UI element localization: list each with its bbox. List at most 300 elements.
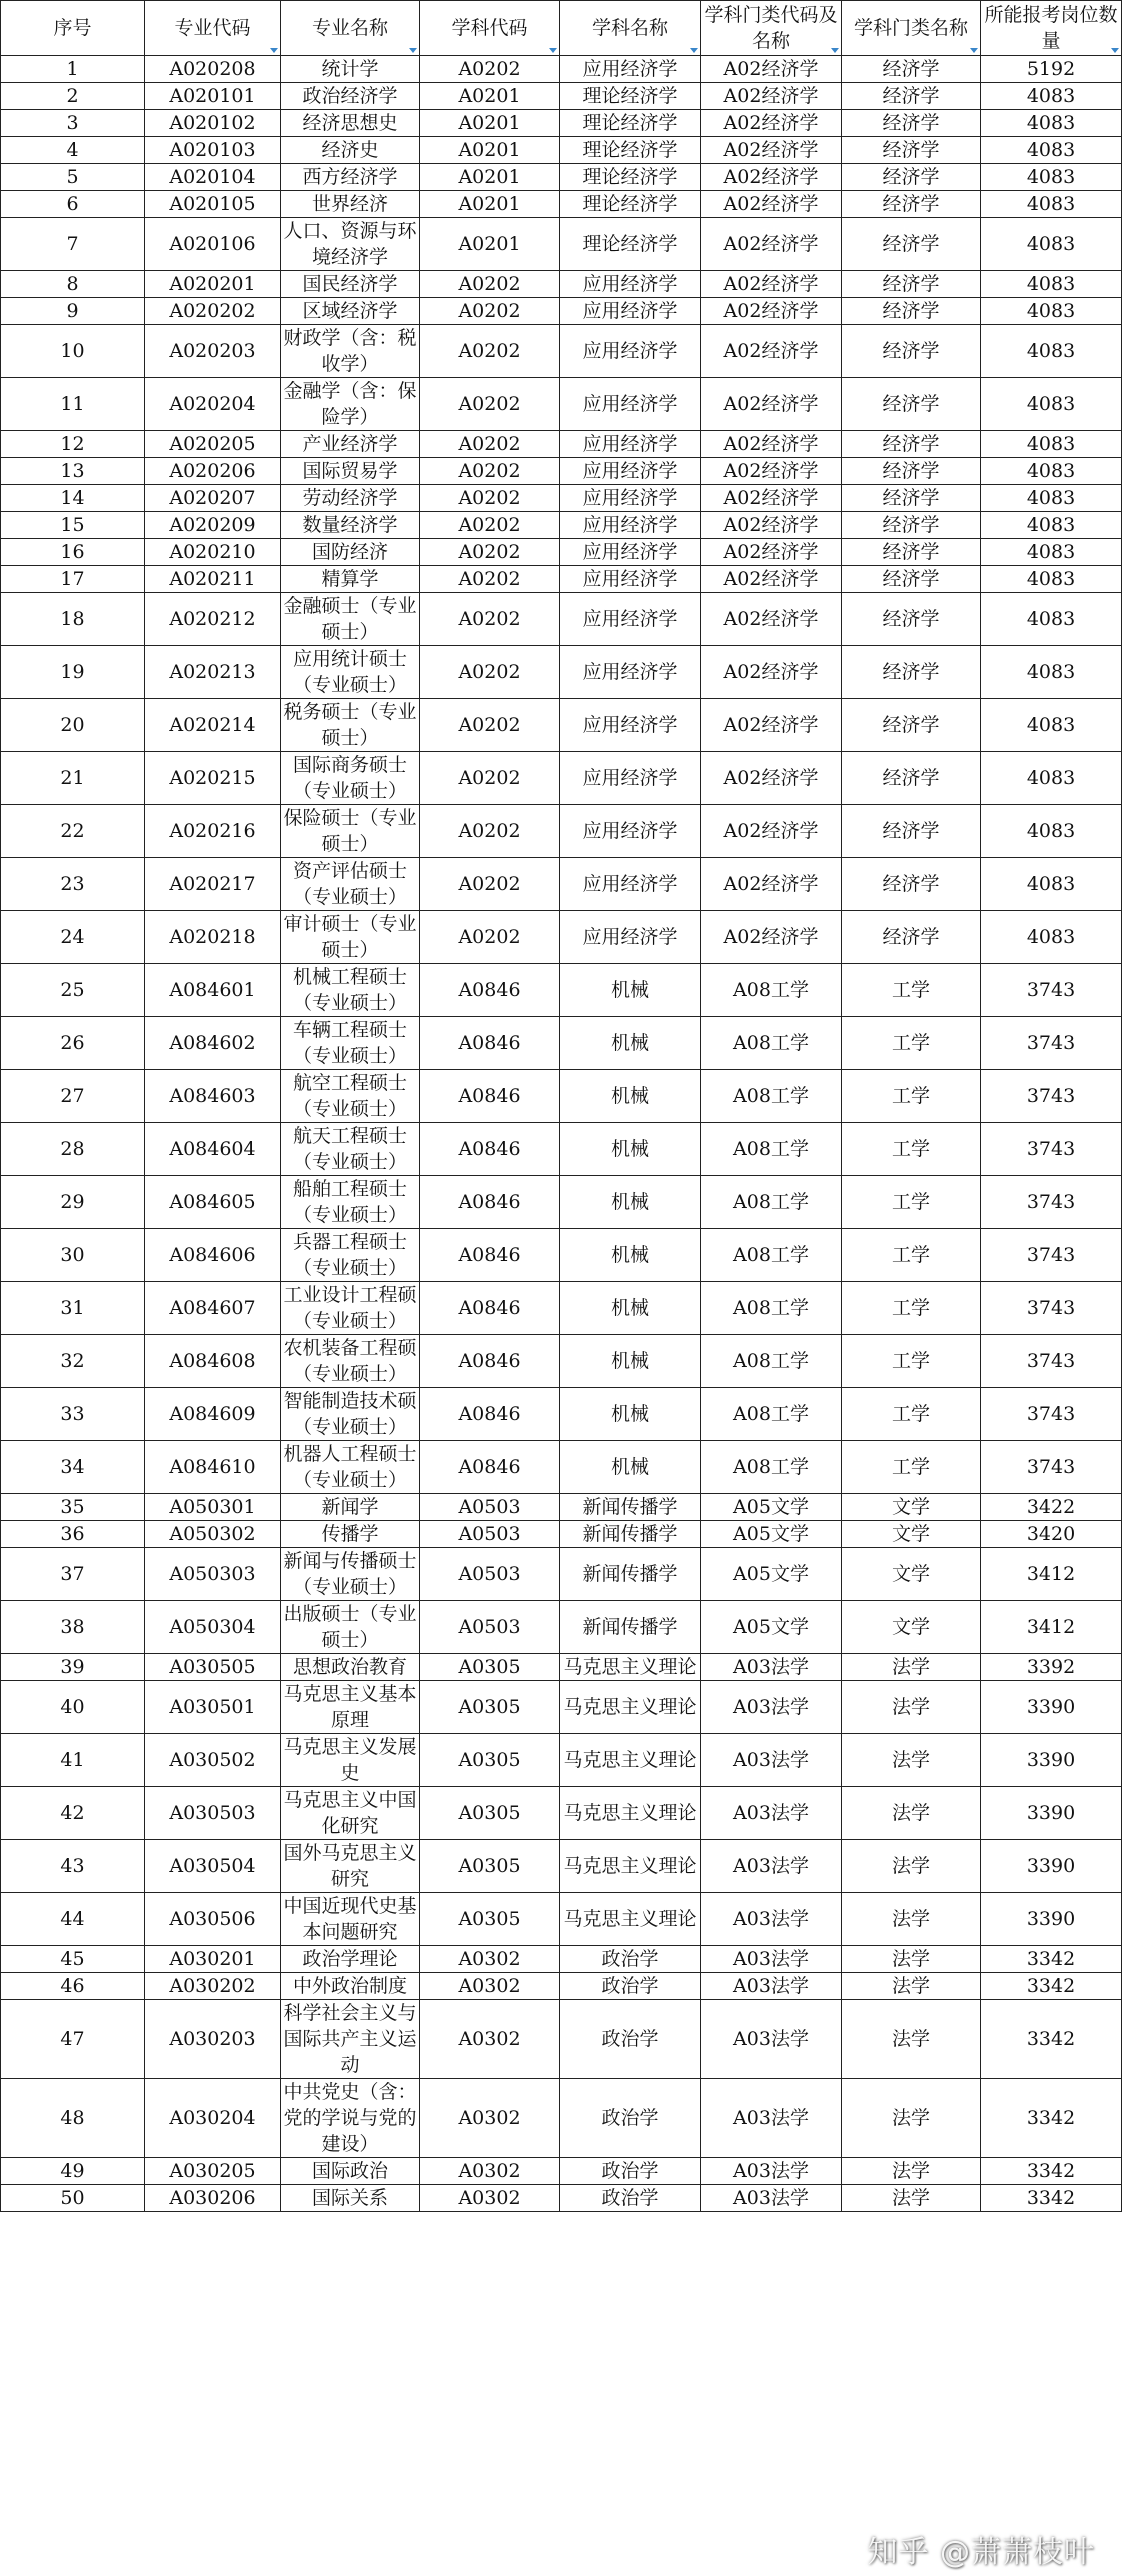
- major-code-cell: A020104: [145, 164, 281, 191]
- table-row: [1, 1840, 1122, 1893]
- position-count-cell: 3743: [981, 1335, 1122, 1388]
- column-header: [842, 1, 981, 56]
- major-name-cell: 税务硕士（专业硕士）: [281, 699, 420, 752]
- column-header-label: 专业代码: [174, 17, 251, 39]
- discipline-name-cell: 理论经济学: [560, 218, 701, 271]
- row-number-cell: 37: [1, 1548, 145, 1601]
- position-count-cell: 3390: [981, 1893, 1122, 1946]
- row-number-cell: 3: [1, 110, 145, 137]
- position-count-cell: 4083: [981, 83, 1122, 110]
- filter-dropdown-icon[interactable]: [409, 48, 417, 53]
- row-number-cell: 30: [1, 1229, 145, 1282]
- column-header: [1, 1, 145, 56]
- discipline-name-cell: 机械: [560, 1017, 701, 1070]
- position-count-cell: 4083: [981, 458, 1122, 485]
- discipline-name-cell: 政治学: [560, 1973, 701, 2000]
- category-code-name-cell: A05文学: [701, 1548, 842, 1601]
- table-row: [1, 1282, 1122, 1335]
- row-number-cell: 34: [1, 1441, 145, 1494]
- position-count-cell: 4083: [981, 110, 1122, 137]
- column-header: [701, 1, 842, 56]
- discipline-name-cell: 理论经济学: [560, 83, 701, 110]
- major-code-cell: A020205: [145, 431, 281, 458]
- category-code-name-cell: A02经济学: [701, 699, 842, 752]
- column-header: [145, 1, 281, 56]
- category-name-cell: 法学: [842, 1787, 981, 1840]
- discipline-name-cell: 应用经济学: [560, 805, 701, 858]
- row-number-cell: 15: [1, 512, 145, 539]
- major-name-cell: 应用统计硕士（专业硕士）: [281, 646, 420, 699]
- table-row: [1, 218, 1122, 271]
- column-header-label: 学科门类代码及名称: [704, 4, 838, 52]
- major-name-cell: 兵器工程硕士（专业硕士）: [281, 1229, 420, 1282]
- discipline-code-cell: A0846: [420, 1335, 560, 1388]
- major-name-cell: 机器人工程硕士（专业硕士）: [281, 1441, 420, 1494]
- discipline-code-cell: A0305: [420, 1654, 560, 1681]
- table-row: [1, 566, 1122, 593]
- category-code-name-cell: A03法学: [701, 2185, 842, 2212]
- discipline-code-cell: A0846: [420, 1441, 560, 1494]
- category-name-cell: 法学: [842, 1734, 981, 1787]
- discipline-code-cell: A0302: [420, 1973, 560, 2000]
- major-name-cell: 思想政治教育: [281, 1654, 420, 1681]
- major-code-cell: A020201: [145, 271, 281, 298]
- major-code-cell: A050304: [145, 1601, 281, 1654]
- discipline-name-cell: 应用经济学: [560, 858, 701, 911]
- major-name-cell: 政治学理论: [281, 1946, 420, 1973]
- row-number-cell: 7: [1, 218, 145, 271]
- major-code-cell: A020203: [145, 325, 281, 378]
- major-name-cell: 中国近现代史基本问题研究: [281, 1893, 420, 1946]
- position-count-cell: 3420: [981, 1521, 1122, 1548]
- category-name-cell: 经济学: [842, 539, 981, 566]
- category-code-name-cell: A08工学: [701, 1388, 842, 1441]
- row-number-cell: 1: [1, 56, 145, 83]
- position-count-cell: 4083: [981, 164, 1122, 191]
- major-code-cell: A030504: [145, 1840, 281, 1893]
- row-number-cell: 9: [1, 298, 145, 325]
- discipline-code-cell: A0202: [420, 512, 560, 539]
- major-name-cell: 科学社会主义与国际共产主义运动: [281, 2000, 420, 2079]
- major-code-cell: A030204: [145, 2079, 281, 2158]
- major-name-cell: 国际关系: [281, 2185, 420, 2212]
- major-name-cell: 金融硕士（专业硕士）: [281, 593, 420, 646]
- category-name-cell: 经济学: [842, 646, 981, 699]
- category-name-cell: 经济学: [842, 137, 981, 164]
- table-row: [1, 56, 1122, 83]
- major-name-cell: 国际贸易学: [281, 458, 420, 485]
- table-row: [1, 752, 1122, 805]
- table-row: [1, 378, 1122, 431]
- column-header-label: 学科代码: [451, 17, 528, 39]
- major-name-cell: 农机装备工程硕（专业硕士）: [281, 1335, 420, 1388]
- discipline-name-cell: 机械: [560, 1123, 701, 1176]
- discipline-name-cell: 马克思主义理论: [560, 1893, 701, 1946]
- table-row: [1, 1946, 1122, 1973]
- category-name-cell: 经济学: [842, 271, 981, 298]
- table-row: [1, 137, 1122, 164]
- row-number-cell: 5: [1, 164, 145, 191]
- position-count-cell: 3743: [981, 1017, 1122, 1070]
- category-code-name-cell: A02经济学: [701, 566, 842, 593]
- major-name-cell: 财政学（含：税收学）: [281, 325, 420, 378]
- table-row: [1, 1335, 1122, 1388]
- column-header: [981, 1, 1122, 56]
- discipline-code-cell: A0201: [420, 137, 560, 164]
- discipline-name-cell: 马克思主义理论: [560, 1654, 701, 1681]
- category-code-name-cell: A02经济学: [701, 271, 842, 298]
- discipline-name-cell: 应用经济学: [560, 566, 701, 593]
- category-name-cell: 经济学: [842, 325, 981, 378]
- major-code-cell: A020209: [145, 512, 281, 539]
- table-body: [1, 56, 1122, 2212]
- category-name-cell: 文学: [842, 1548, 981, 1601]
- discipline-code-cell: A0305: [420, 1787, 560, 1840]
- category-name-cell: 工学: [842, 1441, 981, 1494]
- table-row: [1, 1601, 1122, 1654]
- position-count-cell: 4083: [981, 752, 1122, 805]
- discipline-code-cell: A0846: [420, 1229, 560, 1282]
- category-code-name-cell: A02经济学: [701, 298, 842, 325]
- position-count-cell: 3743: [981, 1282, 1122, 1335]
- discipline-name-cell: 应用经济学: [560, 911, 701, 964]
- row-number-cell: 12: [1, 431, 145, 458]
- major-code-cell: A020202: [145, 298, 281, 325]
- watermark: 知乎 @萧萧枝叶: [867, 2535, 1095, 2570]
- category-code-name-cell: A03法学: [701, 1840, 842, 1893]
- position-count-cell: 4083: [981, 566, 1122, 593]
- major-name-cell: 车辆工程硕士（专业硕士）: [281, 1017, 420, 1070]
- category-name-cell: 经济学: [842, 110, 981, 137]
- table-row: [1, 593, 1122, 646]
- position-count-cell: 4083: [981, 593, 1122, 646]
- position-count-cell: 3743: [981, 1070, 1122, 1123]
- discipline-code-cell: A0201: [420, 218, 560, 271]
- row-number-cell: 48: [1, 2079, 145, 2158]
- major-name-cell: 中共党史（含：党的学说与党的建设）: [281, 2079, 420, 2158]
- category-code-name-cell: A08工学: [701, 1441, 842, 1494]
- discipline-name-cell: 应用经济学: [560, 298, 701, 325]
- major-code-cell: A050301: [145, 1494, 281, 1521]
- category-code-name-cell: A02经济学: [701, 858, 842, 911]
- position-count-cell: 4083: [981, 512, 1122, 539]
- discipline-code-cell: A0305: [420, 1734, 560, 1787]
- discipline-name-cell: 政治学: [560, 2158, 701, 2185]
- position-count-cell: 3342: [981, 1946, 1122, 1973]
- major-name-cell: 工业设计工程硕（专业硕士）: [281, 1282, 420, 1335]
- major-name-cell: 国民经济学: [281, 271, 420, 298]
- discipline-name-cell: 应用经济学: [560, 539, 701, 566]
- discipline-code-cell: A0302: [420, 2000, 560, 2079]
- row-number-cell: 29: [1, 1176, 145, 1229]
- discipline-code-cell: A0202: [420, 911, 560, 964]
- filter-dropdown-icon[interactable]: [831, 48, 839, 53]
- position-count-cell: 3342: [981, 2079, 1122, 2158]
- category-code-name-cell: A05文学: [701, 1521, 842, 1548]
- filter-dropdown-icon[interactable]: [970, 48, 978, 53]
- discipline-code-cell: A0302: [420, 1946, 560, 1973]
- position-count-cell: 3412: [981, 1601, 1122, 1654]
- category-code-name-cell: A03法学: [701, 1681, 842, 1734]
- category-code-name-cell: A03法学: [701, 1654, 842, 1681]
- discipline-name-cell: 马克思主义理论: [560, 1734, 701, 1787]
- row-number-cell: 39: [1, 1654, 145, 1681]
- category-code-name-cell: A02经济学: [701, 325, 842, 378]
- position-count-cell: 4083: [981, 485, 1122, 512]
- category-name-cell: 工学: [842, 1229, 981, 1282]
- category-code-name-cell: A02经济学: [701, 218, 842, 271]
- discipline-code-cell: A0202: [420, 56, 560, 83]
- discipline-name-cell: 应用经济学: [560, 271, 701, 298]
- position-count-cell: 3422: [981, 1494, 1122, 1521]
- category-code-name-cell: A03法学: [701, 1734, 842, 1787]
- category-code-name-cell: A02经济学: [701, 137, 842, 164]
- table-row: [1, 1070, 1122, 1123]
- discipline-name-cell: 应用经济学: [560, 646, 701, 699]
- major-code-cell: A084606: [145, 1229, 281, 1282]
- discipline-code-cell: A0202: [420, 593, 560, 646]
- row-number-cell: 8: [1, 271, 145, 298]
- position-count-cell: 3743: [981, 1388, 1122, 1441]
- category-code-name-cell: A03法学: [701, 1787, 842, 1840]
- position-count-cell: 3743: [981, 1229, 1122, 1282]
- major-code-cell: A030206: [145, 2185, 281, 2212]
- discipline-name-cell: 政治学: [560, 2185, 701, 2212]
- category-code-name-cell: A03法学: [701, 1893, 842, 1946]
- major-code-cell: A084602: [145, 1017, 281, 1070]
- category-name-cell: 法学: [842, 2079, 981, 2158]
- position-count-cell: 3342: [981, 2158, 1122, 2185]
- table-row: [1, 458, 1122, 485]
- header-row: [1, 1, 1122, 56]
- position-count-cell: 4083: [981, 539, 1122, 566]
- table-row: [1, 964, 1122, 1017]
- major-code-cell: A020103: [145, 137, 281, 164]
- position-count-cell: 3392: [981, 1654, 1122, 1681]
- column-header-label: 所能报考岗位数量: [984, 4, 1118, 52]
- major-name-cell: 区域经济学: [281, 298, 420, 325]
- position-count-cell: 4083: [981, 325, 1122, 378]
- major-code-cell: A020206: [145, 458, 281, 485]
- major-name-cell: 统计学: [281, 56, 420, 83]
- discipline-code-cell: A0201: [420, 164, 560, 191]
- position-count-cell: 3412: [981, 1548, 1122, 1601]
- category-code-name-cell: A02经济学: [701, 164, 842, 191]
- position-count-cell: 3342: [981, 1973, 1122, 2000]
- category-name-cell: 经济学: [842, 164, 981, 191]
- discipline-name-cell: 新闻传播学: [560, 1601, 701, 1654]
- major-code-cell: A050303: [145, 1548, 281, 1601]
- category-name-cell: 工学: [842, 1282, 981, 1335]
- major-name-cell: 船舶工程硕士（专业硕士）: [281, 1176, 420, 1229]
- category-code-name-cell: A08工学: [701, 1282, 842, 1335]
- category-code-name-cell: A08工学: [701, 964, 842, 1017]
- category-code-name-cell: A02经济学: [701, 646, 842, 699]
- category-name-cell: 经济学: [842, 699, 981, 752]
- major-code-cell: A020208: [145, 56, 281, 83]
- position-count-cell: 3390: [981, 1840, 1122, 1893]
- category-name-cell: 工学: [842, 1176, 981, 1229]
- discipline-code-cell: A0202: [420, 271, 560, 298]
- major-code-cell: A020216: [145, 805, 281, 858]
- column-header-label: 专业名称: [311, 17, 388, 39]
- category-name-cell: 文学: [842, 1521, 981, 1548]
- row-number-cell: 26: [1, 1017, 145, 1070]
- major-code-cell: A050302: [145, 1521, 281, 1548]
- category-name-cell: 工学: [842, 1123, 981, 1176]
- row-number-cell: 35: [1, 1494, 145, 1521]
- table-row: [1, 1734, 1122, 1787]
- category-name-cell: 工学: [842, 1335, 981, 1388]
- filter-dropdown-icon[interactable]: [270, 48, 278, 53]
- major-name-cell: 国防经济: [281, 539, 420, 566]
- discipline-code-cell: A0846: [420, 1176, 560, 1229]
- category-name-cell: 工学: [842, 964, 981, 1017]
- discipline-code-cell: A0302: [420, 2185, 560, 2212]
- column-header-label: 学科门类名称: [853, 17, 968, 39]
- discipline-name-cell: 应用经济学: [560, 378, 701, 431]
- discipline-code-cell: A0846: [420, 1123, 560, 1176]
- category-name-cell: 经济学: [842, 858, 981, 911]
- table-row: [1, 298, 1122, 325]
- category-name-cell: 经济学: [842, 431, 981, 458]
- category-code-name-cell: A02经济学: [701, 512, 842, 539]
- category-code-name-cell: A05文学: [701, 1494, 842, 1521]
- row-number-cell: 10: [1, 325, 145, 378]
- table-row: [1, 2000, 1122, 2079]
- discipline-code-cell: A0302: [420, 2158, 560, 2185]
- category-name-cell: 经济学: [842, 56, 981, 83]
- discipline-code-cell: A0202: [420, 485, 560, 512]
- discipline-name-cell: 机械: [560, 964, 701, 1017]
- category-name-cell: 法学: [842, 2185, 981, 2212]
- major-name-cell: 国外马克思主义研究: [281, 1840, 420, 1893]
- category-name-cell: 经济学: [842, 512, 981, 539]
- row-number-cell: 27: [1, 1070, 145, 1123]
- major-code-cell: A020207: [145, 485, 281, 512]
- discipline-name-cell: 政治学: [560, 2000, 701, 2079]
- category-code-name-cell: A08工学: [701, 1335, 842, 1388]
- position-count-cell: 3390: [981, 1681, 1122, 1734]
- table-row: [1, 1548, 1122, 1601]
- major-name-cell: 新闻与传播硕士（专业硕士）: [281, 1548, 420, 1601]
- major-name-cell: 资产评估硕士（专业硕士）: [281, 858, 420, 911]
- table-row: [1, 1388, 1122, 1441]
- category-code-name-cell: A02经济学: [701, 56, 842, 83]
- category-code-name-cell: A03法学: [701, 2000, 842, 2079]
- discipline-name-cell: 应用经济学: [560, 593, 701, 646]
- major-name-cell: 出版硕士（专业硕士）: [281, 1601, 420, 1654]
- position-count-cell: 4083: [981, 191, 1122, 218]
- row-number-cell: 45: [1, 1946, 145, 1973]
- row-number-cell: 24: [1, 911, 145, 964]
- position-count-cell: 3743: [981, 1441, 1122, 1494]
- discipline-code-cell: A0202: [420, 566, 560, 593]
- position-count-cell: 3390: [981, 1734, 1122, 1787]
- discipline-code-cell: A0503: [420, 1494, 560, 1521]
- filter-dropdown-icon[interactable]: [1111, 48, 1119, 53]
- major-code-cell: A020101: [145, 83, 281, 110]
- category-name-cell: 工学: [842, 1388, 981, 1441]
- major-name-cell: 马克思主义基本原理: [281, 1681, 420, 1734]
- category-code-name-cell: A02经济学: [701, 83, 842, 110]
- category-code-name-cell: A03法学: [701, 2158, 842, 2185]
- major-code-cell: A084610: [145, 1441, 281, 1494]
- major-code-cell: A030506: [145, 1893, 281, 1946]
- discipline-name-cell: 马克思主义理论: [560, 1787, 701, 1840]
- row-number-cell: 31: [1, 1282, 145, 1335]
- discipline-name-cell: 应用经济学: [560, 752, 701, 805]
- position-count-cell: 4083: [981, 431, 1122, 458]
- discipline-code-cell: A0202: [420, 539, 560, 566]
- discipline-code-cell: A0846: [420, 964, 560, 1017]
- discipline-name-cell: 理论经济学: [560, 110, 701, 137]
- position-count-cell: 4083: [981, 699, 1122, 752]
- major-name-cell: 中外政治制度: [281, 1973, 420, 2000]
- position-count-cell: 5192: [981, 56, 1122, 83]
- category-name-cell: 法学: [842, 1893, 981, 1946]
- major-code-cell: A030505: [145, 1654, 281, 1681]
- row-number-cell: 20: [1, 699, 145, 752]
- major-code-cell: A084605: [145, 1176, 281, 1229]
- table-row: [1, 1123, 1122, 1176]
- discipline-code-cell: A0302: [420, 2079, 560, 2158]
- table-row: [1, 1176, 1122, 1229]
- discipline-name-cell: 机械: [560, 1335, 701, 1388]
- category-name-cell: 法学: [842, 1946, 981, 1973]
- table-row: [1, 1973, 1122, 2000]
- major-code-cell: A020215: [145, 752, 281, 805]
- table-row: [1, 1681, 1122, 1734]
- table-row: [1, 325, 1122, 378]
- major-code-cell: A020105: [145, 191, 281, 218]
- filter-dropdown-icon[interactable]: [690, 48, 698, 53]
- major-code-cell: A020102: [145, 110, 281, 137]
- category-code-name-cell: A02经济学: [701, 378, 842, 431]
- row-number-cell: 50: [1, 2185, 145, 2212]
- position-count-cell: 3342: [981, 2185, 1122, 2212]
- row-number-cell: 38: [1, 1601, 145, 1654]
- discipline-name-cell: 理论经济学: [560, 137, 701, 164]
- discipline-name-cell: 机械: [560, 1282, 701, 1335]
- category-name-cell: 经济学: [842, 485, 981, 512]
- discipline-name-cell: 机械: [560, 1229, 701, 1282]
- filter-dropdown-icon[interactable]: [549, 48, 557, 53]
- table-row: [1, 271, 1122, 298]
- position-count-cell: 4083: [981, 298, 1122, 325]
- position-count-cell: 4083: [981, 137, 1122, 164]
- discipline-name-cell: 机械: [560, 1176, 701, 1229]
- discipline-code-cell: A0202: [420, 298, 560, 325]
- category-name-cell: 法学: [842, 2000, 981, 2079]
- row-number-cell: 14: [1, 485, 145, 512]
- major-name-cell: 西方经济学: [281, 164, 420, 191]
- major-code-cell: A020211: [145, 566, 281, 593]
- discipline-code-cell: A0201: [420, 83, 560, 110]
- major-code-cell: A030502: [145, 1734, 281, 1787]
- table-row: [1, 1654, 1122, 1681]
- position-count-cell: 4083: [981, 218, 1122, 271]
- table-row: [1, 1893, 1122, 1946]
- table-row: [1, 858, 1122, 911]
- major-code-cell: A020213: [145, 646, 281, 699]
- column-header: [560, 1, 701, 56]
- discipline-code-cell: A0202: [420, 378, 560, 431]
- category-name-cell: 经济学: [842, 752, 981, 805]
- major-code-cell: A084609: [145, 1388, 281, 1441]
- category-name-cell: 经济学: [842, 378, 981, 431]
- discipline-code-cell: A0202: [420, 752, 560, 805]
